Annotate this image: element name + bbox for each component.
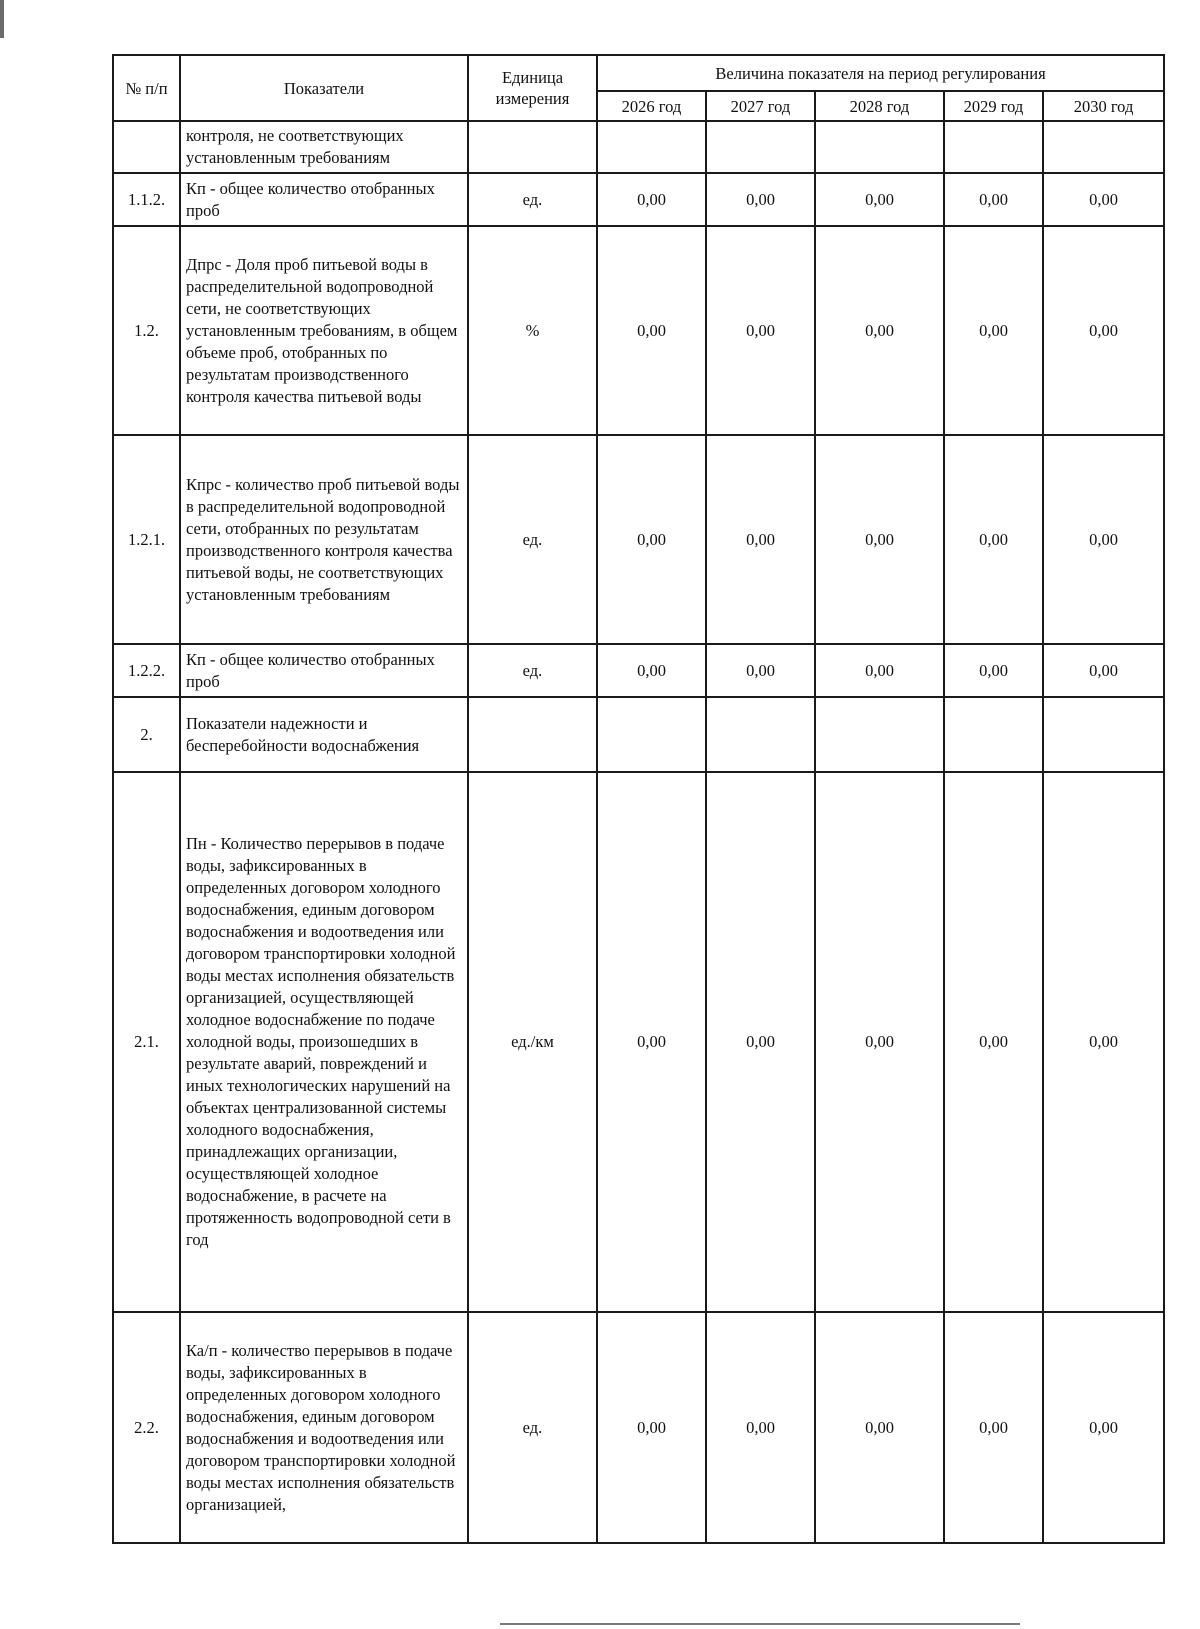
value-2030: 0,00: [1043, 772, 1164, 1312]
value-2028: 0,00: [815, 1312, 944, 1543]
value-2026: 0,00: [597, 173, 706, 226]
table-row: [113, 697, 1164, 772]
unit-cell: ед.: [468, 1312, 597, 1543]
header-year: 2027 год: [706, 91, 815, 121]
indicator-name: Пн - Количество перерывов в подаче воды, зафиксированных в определенных договором холодного водоснабжения, единым договором водоснабжения и водоотведения или договором транспортировки холодной воды местах исполнения обязательств организацией, осуществляющей холодное водоснабжение по подаче холодной воды, произошедших в результате аварий, повреждений и иных технологических нарушений на объектах централизованной системы холодного водоснабжения, принадлежащих организации, осуществляющей холодное водоснабжение, в расчете на протяженность водопроводной сети в год: [180, 772, 468, 1312]
header-row-1: [113, 55, 1164, 91]
table-row: [113, 435, 1164, 644]
header-year: 2026 год: [597, 91, 706, 121]
value-2027: 0,00: [706, 435, 815, 644]
value-2027: 0,00: [706, 1312, 815, 1543]
value-2030: [1043, 121, 1164, 173]
value-2029: 0,00: [944, 173, 1043, 226]
row-number: 1.2.1.: [113, 435, 180, 644]
value-2029: 0,00: [944, 772, 1043, 1312]
header-indicator: Показатели: [180, 55, 468, 121]
value-2028: 0,00: [815, 435, 944, 644]
unit-cell: ед.: [468, 173, 597, 226]
value-2028: [815, 121, 944, 173]
unit-cell: ед.: [468, 435, 597, 644]
indicator-name: Кп - общее количество отобранных проб: [180, 644, 468, 697]
page-bottom-rule: [500, 1623, 1020, 1625]
indicator-name: Ка/п - количество перерывов в подаче воды, зафиксированных в определенных договором холодного водоснабжения, единым договором водоснабжения и водоотведения или договором транспортировки холодной воды местах исполнения обязательств организацией,: [180, 1312, 468, 1543]
value-2028: 0,00: [815, 173, 944, 226]
row-number: 2.: [113, 697, 180, 772]
indicator-name: Кпрс - количество проб питьевой воды в распределительной водопроводной сети, отобранных по результатам производственного контроля качества питьевой воды, не соответствующих установленным требованиям: [180, 435, 468, 644]
row-number: 2.1.: [113, 772, 180, 1312]
value-2029: 0,00: [944, 644, 1043, 697]
unit-cell: %: [468, 226, 597, 435]
unit-cell: [468, 697, 597, 772]
header-year: 2028 год: [815, 91, 944, 121]
value-2026: 0,00: [597, 772, 706, 1312]
section-title: Показатели надежности и бесперебойности водоснабжения: [180, 697, 468, 772]
value-2030: 0,00: [1043, 226, 1164, 435]
value-2028: 0,00: [815, 644, 944, 697]
value-2030: 0,00: [1043, 173, 1164, 226]
header-unit: Единица измерения: [468, 55, 597, 121]
row-number: 2.2.: [113, 1312, 180, 1543]
value-2030: [1043, 697, 1164, 772]
row-number: 1.2.2.: [113, 644, 180, 697]
value-2026: 0,00: [597, 435, 706, 644]
header-period: Величина показателя на период регулирования: [597, 55, 1164, 91]
header-num: № п/п: [113, 55, 180, 121]
row-number: 1.1.2.: [113, 173, 180, 226]
value-2029: 0,00: [944, 435, 1043, 644]
table-row: [113, 644, 1164, 697]
value-2026: 0,00: [597, 1312, 706, 1543]
indicator-name: Кп - общее количество отобранных проб: [180, 173, 468, 226]
value-2028: 0,00: [815, 226, 944, 435]
value-2028: 0,00: [815, 772, 944, 1312]
value-2030: 0,00: [1043, 644, 1164, 697]
value-2027: [706, 121, 815, 173]
value-2027: [706, 697, 815, 772]
table-row: [113, 1312, 1164, 1543]
value-2028: [815, 697, 944, 772]
value-2029: [944, 697, 1043, 772]
value-2029: 0,00: [944, 1312, 1043, 1543]
row-number: [113, 121, 180, 173]
value-2027: 0,00: [706, 173, 815, 226]
value-2026: [597, 121, 706, 173]
table-row: [113, 121, 1164, 173]
value-2029: [944, 121, 1043, 173]
indicator-name: Дпрс - Доля проб питьевой воды в распределительной водопроводной сети, не соответствующих установленным требованиям, в общем объеме проб, отобранных по результатам производственного контроля качества питьевой воды: [180, 226, 468, 435]
indicator-name: контроля, не соответствующих установленным требованиям: [180, 121, 468, 173]
header-year: 2030 год: [1043, 91, 1164, 121]
table-row: [113, 173, 1164, 226]
value-2027: 0,00: [706, 644, 815, 697]
value-2026: [597, 697, 706, 772]
value-2030: 0,00: [1043, 435, 1164, 644]
value-2026: 0,00: [597, 644, 706, 697]
value-2026: 0,00: [597, 226, 706, 435]
value-2027: 0,00: [706, 226, 815, 435]
unit-cell: [468, 121, 597, 173]
value-2027: 0,00: [706, 772, 815, 1312]
table-row: [113, 772, 1164, 1312]
indicators-table: [112, 54, 1165, 1544]
row-number: 1.2.: [113, 226, 180, 435]
unit-cell: ед./км: [468, 772, 597, 1312]
value-2030: 0,00: [1043, 1312, 1164, 1543]
table-row: [113, 226, 1164, 435]
unit-cell: ед.: [468, 644, 597, 697]
header-year: 2029 год: [944, 91, 1043, 121]
scan-edge-mark: [0, 0, 4, 38]
value-2029: 0,00: [944, 226, 1043, 435]
